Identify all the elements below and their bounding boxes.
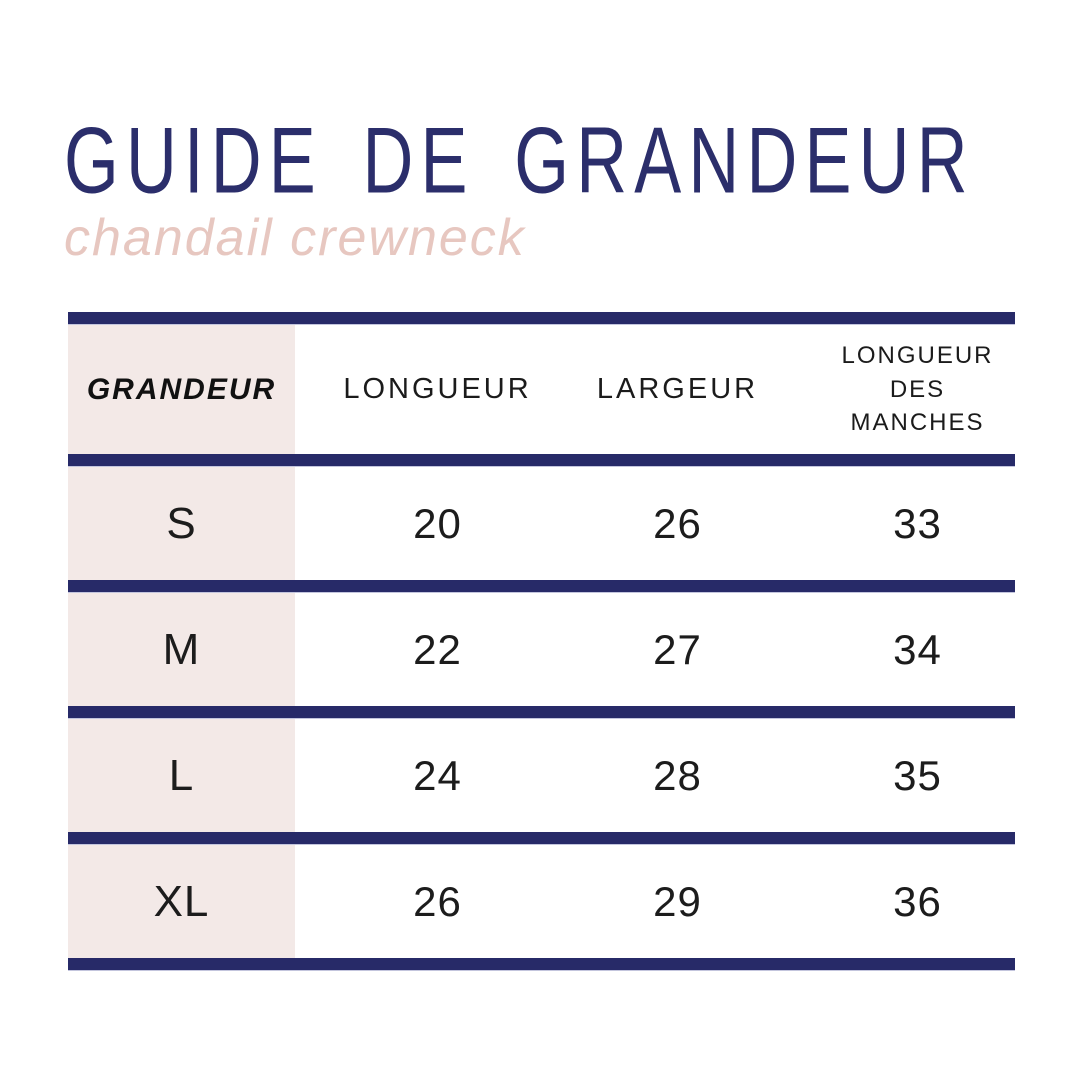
- largeur-cell: [535, 845, 775, 958]
- manches-value: 35: [893, 751, 942, 799]
- longueur-value: 26: [413, 877, 462, 925]
- manches-value: 36: [893, 877, 942, 925]
- table-row-m: [68, 593, 1015, 706]
- largeur-value: 29: [653, 877, 702, 925]
- divider-bar: [68, 706, 1015, 719]
- size-cell: [68, 593, 295, 706]
- table-row-s: [68, 467, 1015, 580]
- size-table: [68, 312, 1015, 971]
- largeur-value: 28: [653, 751, 702, 799]
- divider-bar: [68, 580, 1015, 593]
- page-subtitle: chandail crewneck: [64, 209, 526, 267]
- header-longueur-label: LONGUEUR: [343, 373, 532, 405]
- longueur-value: 24: [413, 751, 462, 799]
- table-row-l: [68, 719, 1015, 832]
- longueur-value: 20: [413, 499, 462, 547]
- manches-cell: [775, 593, 1015, 706]
- divider-bar: [68, 312, 1015, 325]
- table-row-xl: [68, 845, 1015, 958]
- divider-bar: [68, 454, 1015, 467]
- header-largeur-label: LARGEUR: [596, 373, 759, 405]
- manches-value: 33: [893, 499, 942, 547]
- table-header-row: [68, 325, 1015, 454]
- size-label: L: [168, 750, 195, 800]
- header-longueur-cell: [295, 325, 535, 454]
- header-grandeur-cell: [68, 325, 295, 454]
- longueur-cell: [295, 719, 535, 832]
- largeur-value: 26: [653, 499, 702, 547]
- longueur-cell: [295, 593, 535, 706]
- size-label: M: [162, 624, 201, 674]
- divider-bar: [68, 832, 1015, 845]
- longueur-cell: [295, 467, 535, 580]
- largeur-cell: [535, 593, 775, 706]
- longueur-cell: [295, 845, 535, 958]
- largeur-cell: [535, 719, 775, 832]
- header-grandeur-label: GRANDEUR: [86, 372, 277, 406]
- largeur-value: 27: [653, 625, 702, 673]
- manches-value: 34: [893, 625, 942, 673]
- size-cell: [68, 719, 295, 832]
- size-cell: [68, 845, 295, 958]
- manches-cell: [775, 719, 1015, 832]
- manches-cell: [775, 845, 1015, 958]
- largeur-cell: [535, 467, 775, 580]
- page-title: GUIDE DE GRANDEUR: [64, 107, 975, 213]
- size-label: S: [166, 498, 197, 548]
- header-manches-label: LONGUEUR DES MANCHES: [841, 342, 994, 437]
- header-largeur-cell: [535, 325, 775, 454]
- size-cell: [68, 467, 295, 580]
- header-manches-cell: [775, 325, 1015, 454]
- longueur-value: 22: [413, 625, 462, 673]
- divider-bar: [68, 958, 1015, 971]
- size-label: XL: [153, 876, 210, 926]
- manches-cell: [775, 467, 1015, 580]
